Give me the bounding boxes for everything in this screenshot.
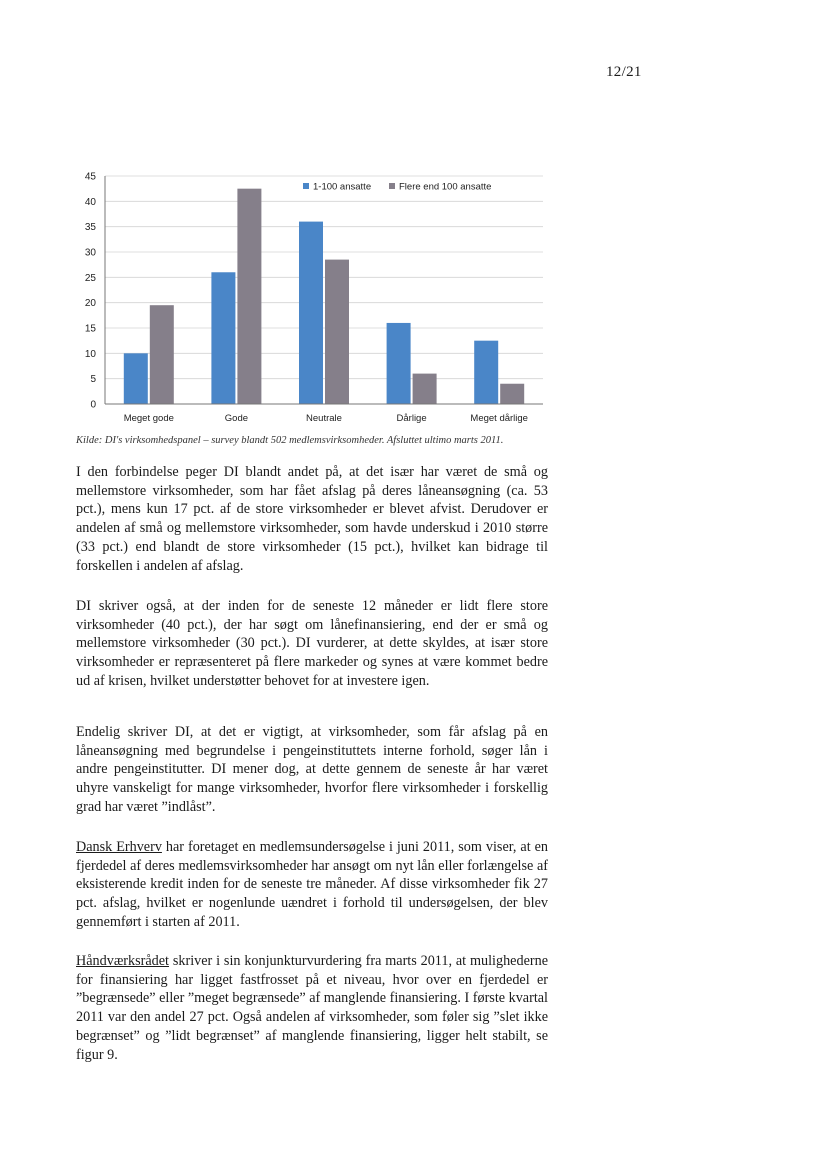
y-tick-label: 25 — [84, 272, 96, 284]
paragraph-2 — [76, 597, 548, 691]
y-tick-label: 15 — [84, 323, 96, 335]
bar-large-companies — [325, 260, 349, 404]
y-tick-label: 5 — [90, 374, 96, 386]
x-category-label: Meget gode — [123, 413, 174, 424]
paragraph-text: skriver i sin konjunkturvurdering fra marts 2011, at mulighederne for finansiering har ligget fastfrosset på et niveau, hvor over en fjerdedel er ”begrænsede” eller ”meget begrænsede” af manglende finansiering. I første kvartal 2011 var den andel 27 pct. Også andelen af virksomheder, som føler sig ”slet ikke begrænset” og ”lidt begrænset” af manglende finansiering, ligger helt stabilt, se figur 9. — [76, 953, 548, 1063]
x-category-label: Gode — [224, 413, 249, 424]
bar-small-companies — [124, 353, 148, 404]
x-category-label: Dårlige — [396, 413, 427, 424]
x-category-label: Neutrale — [306, 413, 342, 424]
legend-label: Flere end 100 ansatte — [399, 181, 492, 193]
bar-small-companies — [299, 222, 323, 404]
paragraph-1 — [76, 463, 548, 575]
x-category-label: Meget dårlige — [470, 413, 528, 424]
y-tick-label: 0 — [90, 399, 96, 411]
paragraph-3 — [76, 723, 548, 817]
paragraph-4 — [76, 838, 548, 932]
bar-small-companies — [387, 323, 411, 404]
y-tick-label: 40 — [84, 196, 96, 208]
paragraph-text: DI skriver også, at der inden for de seneste 12 måneder er lidt flere store virksomheder (40 pct.), der har søgt om lånefinansiering, end der er små og mellemstore virksomheder (30 pct.). DI vurderer, at dette skyldes, at især store virksomheder er repræsenteret på flere markeder og synes at være kommet bedre ud af krisen, hvilket understøtter behovet for at investere igen. — [76, 598, 548, 689]
paragraph-text: har foretaget en medlemsundersøgelse i juni 2011, som viser, at en fjerdedel af deres medlemsvirksomheder har ansøgt om nyt lån eller forlængelse af eksisterende kredit inden for de seneste tre måneder. Af disse virksomheder fik 27 pct. afslag, hvilket er nogenlunde uændret i forhold til undersøgelsen, der blev gennemført i starten af 2011. — [76, 839, 549, 930]
paragraph-5 — [76, 952, 548, 1064]
legend-swatch — [303, 183, 309, 189]
legend-swatch — [389, 183, 395, 189]
y-tick-label: 20 — [84, 298, 96, 310]
bar-large-companies — [150, 305, 174, 404]
bar-small-companies — [211, 272, 235, 404]
page-number: 12/21 — [606, 64, 642, 80]
figure-caption: Kilde: DI's virksomhedspanel – survey blandt 502 medlemsvirksomheder. Afsluttet ultimo marts 2011. — [76, 435, 504, 446]
y-tick-label: 35 — [84, 222, 96, 234]
source-link-haandvaerksraadet[interactable]: Håndværksrådet — [76, 953, 169, 969]
bar-large-companies — [237, 189, 261, 404]
bar-chart — [75, 168, 555, 430]
y-tick-label: 30 — [84, 247, 96, 259]
y-tick-label: 10 — [84, 348, 96, 360]
source-link-dansk-erhverv[interactable]: Dansk Erhverv — [76, 839, 162, 855]
paragraph-text: Endelig skriver DI, at det er vigtigt, at virksomheder, som får afslag på en låneansøgning med begrundelse i pengeinstituttets interne forhold, søger lån i andre pengeinstitutter. DI mener dog, at dette gennem de seneste år har været uhyre vanskeligt for mange virksomheder, hvorfor flere virksomheder i forskellig grad har været ”indlåst”. — [76, 724, 548, 815]
y-tick-label: 45 — [84, 171, 96, 183]
bar-large-companies — [500, 384, 524, 404]
legend-label: 1-100 ansatte — [313, 181, 372, 193]
paragraph-text: I den forbindelse peger DI blandt andet på, at det især har været de små og mellemstore virksomheder, som har fået afslag på deres låneansøgning (ca. 53 pct.), mens kun 17 pct. af de store virksomheder er blevet afvist. Derudover er andelen af små og mellemstore virksomheder, som havde underskud i 2010 større (33 pct.) end blandt de store virksomheder (15 pct.), hvilket kan bidrage til forskellen i andelen af afslag. — [76, 464, 548, 574]
bar-large-companies — [413, 374, 437, 404]
bar-small-companies — [474, 341, 498, 404]
